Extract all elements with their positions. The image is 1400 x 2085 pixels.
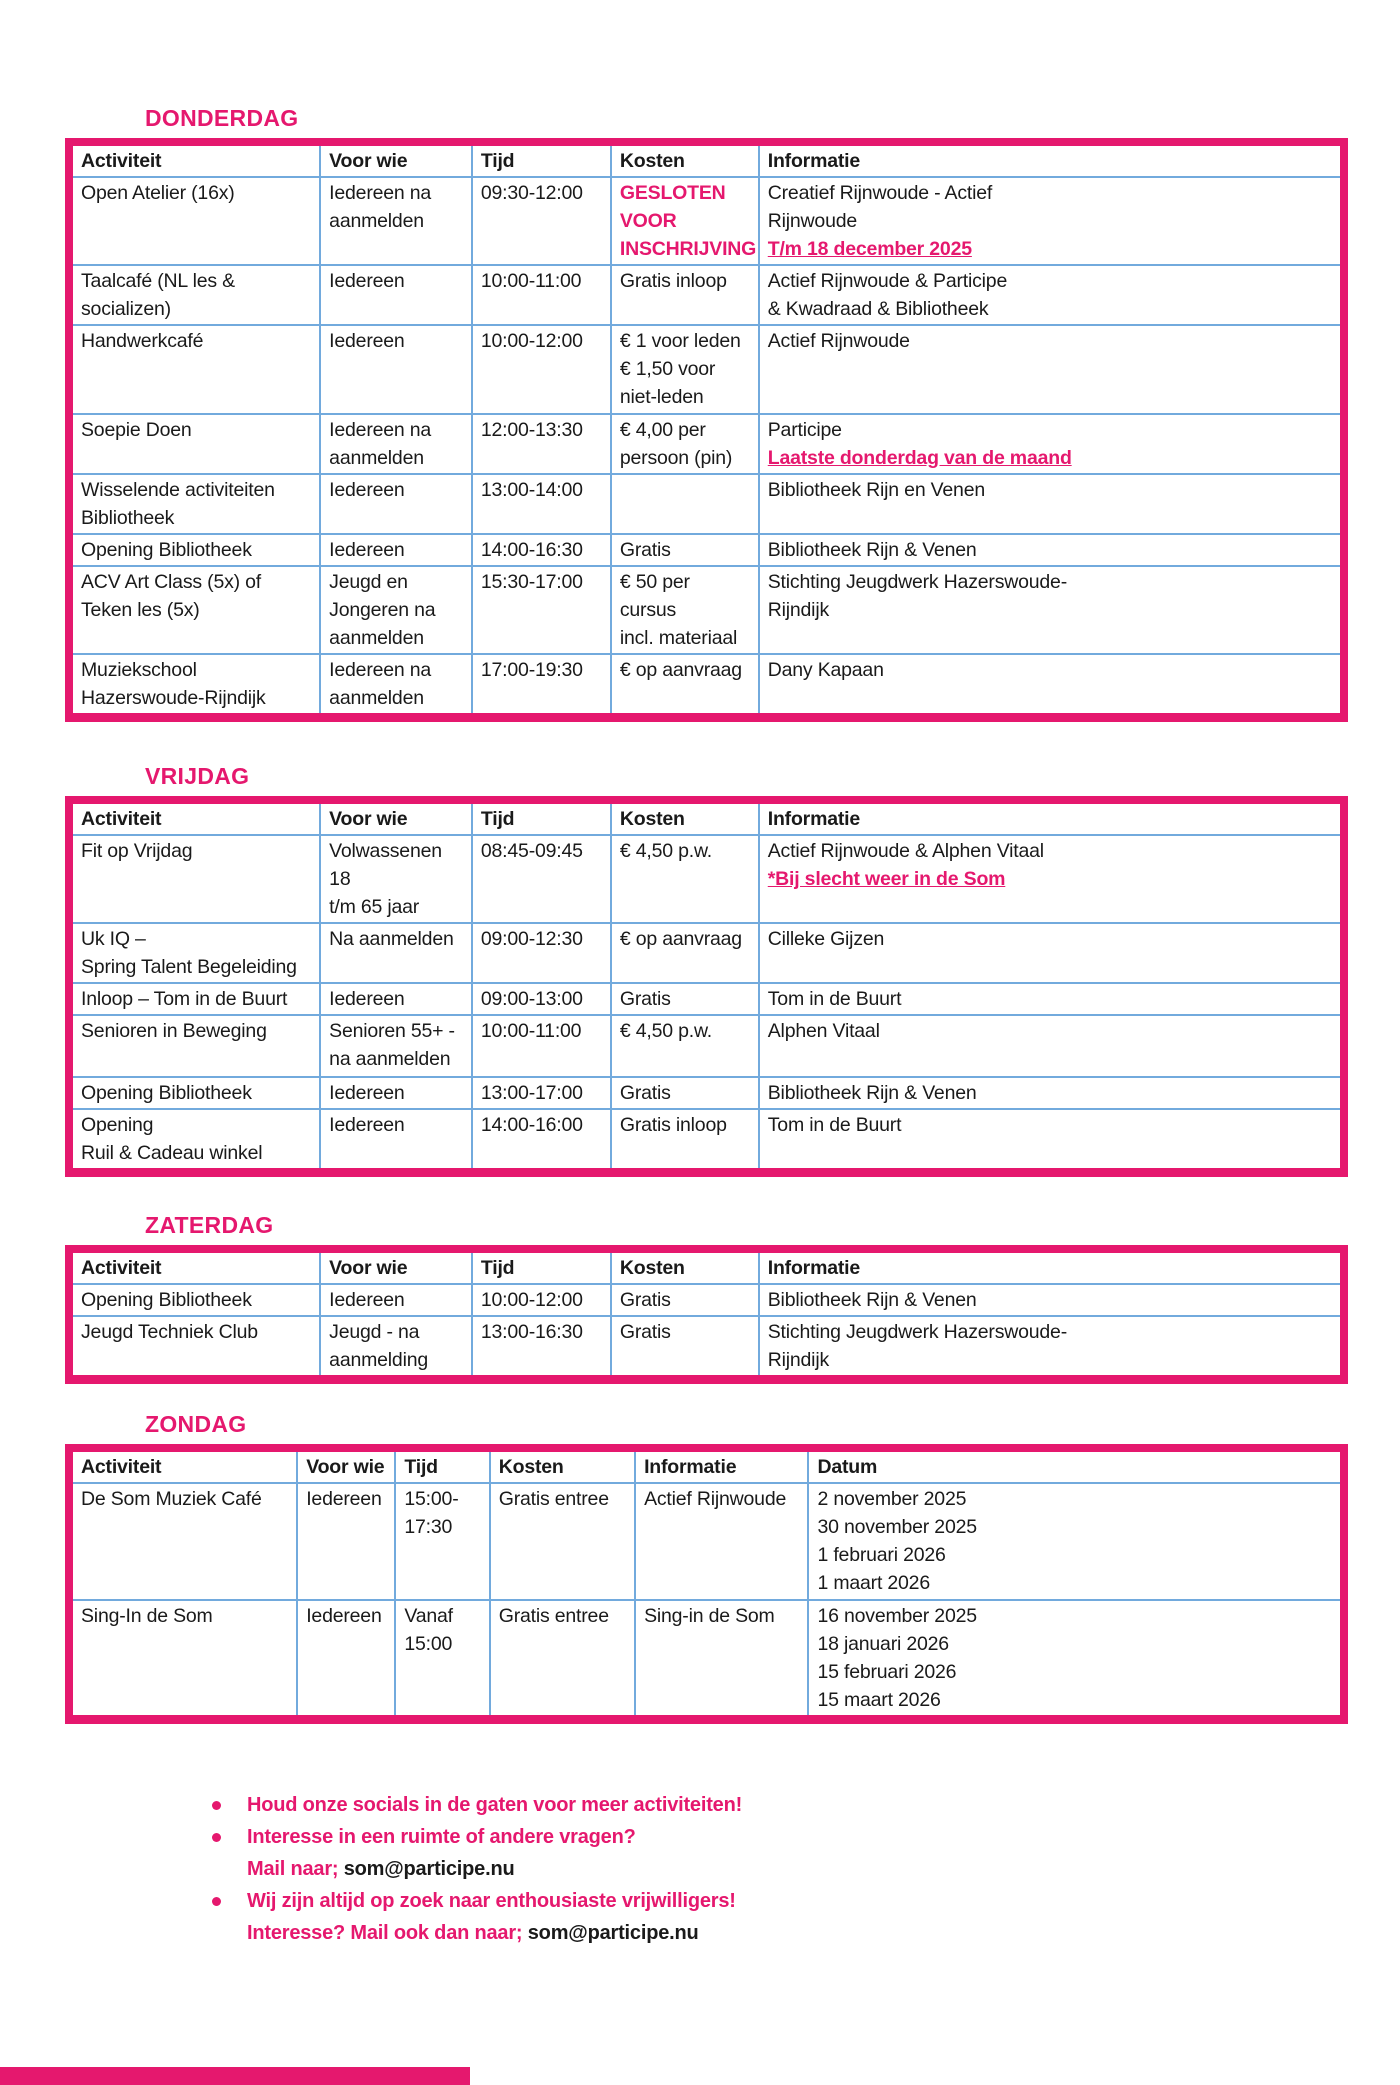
cell-text: Iedereen: [306, 1488, 382, 1510]
cell-text: 13:00-16:30: [480, 1321, 583, 1343]
cell-text: Iedereen na: [329, 419, 432, 441]
note-text: Houd onze socials in de gaten voor meer activiteiten!: [247, 1794, 743, 1816]
day-heading-zaterdag: ZATERDAG: [145, 1212, 274, 1238]
cell-text: 09:00-13:00: [480, 988, 583, 1010]
table-cell: [472, 923, 611, 983]
table-cell: [320, 1284, 472, 1316]
table-cell: [759, 265, 1344, 325]
table-cell: [611, 325, 759, 414]
column-header: Activiteit: [69, 142, 320, 177]
highlighted-text: *Bij slecht weer in de Som: [767, 868, 1006, 890]
cell-text: Vanaf: [404, 1605, 453, 1627]
cell-text: Wisselende activiteiten: [81, 479, 275, 501]
table-cell: [320, 1109, 472, 1173]
cell-text: Gratis entree: [498, 1488, 609, 1510]
cell-text: Volwassenen 18: [329, 840, 442, 890]
column-header: Kosten: [611, 1249, 759, 1284]
flyer-content: [65, 105, 1348, 1949]
table-cell: [472, 414, 611, 474]
header-row: [69, 142, 1344, 177]
table-row: [69, 1077, 1344, 1109]
table-cell: [69, 1316, 320, 1380]
table-cell: [320, 177, 472, 265]
table-cell: [611, 1109, 759, 1173]
table-cell: [808, 1600, 1344, 1720]
table-cell: [320, 654, 472, 718]
section-vrijdag: [65, 763, 1348, 1177]
table-cell: [69, 534, 320, 566]
column-header: Kosten: [611, 800, 759, 835]
table-cell: [472, 325, 611, 414]
table-cell: [759, 177, 1344, 265]
cell-text: Jeugd - na: [329, 1321, 420, 1343]
table-row: [69, 177, 1344, 265]
cell-text: 16 november 2025: [817, 1605, 977, 1627]
table-cell: [320, 983, 472, 1015]
cell-text: 14:00-16:30: [480, 539, 583, 561]
highlighted-text: VOOR: [619, 210, 677, 232]
table-cell: [69, 474, 320, 534]
cell-text: Fit op Vrijdag: [81, 840, 193, 862]
header-row: [69, 1249, 1344, 1284]
table-cell: [69, 923, 320, 983]
note-text: Interesse? Mail ook dan naar;: [247, 1922, 528, 1944]
cell-text: Iedereen: [306, 1605, 382, 1627]
cell-text: Na aanmelden: [329, 928, 454, 950]
cell-text: Iedereen na: [329, 659, 432, 681]
table-row: [69, 414, 1344, 474]
table-cell: [759, 835, 1344, 923]
table-row: [69, 1483, 1344, 1600]
table-cell: [69, 265, 320, 325]
cell-text: 15:00-: [404, 1488, 459, 1510]
cell-text: De Som Muziek Café: [81, 1488, 262, 1510]
email-text: som@participe.nu: [343, 1858, 515, 1880]
table-row: [69, 1600, 1344, 1720]
column-header: Tijd: [472, 1249, 611, 1284]
cell-text: € 1 voor leden: [619, 330, 741, 352]
cell-text: € 1,50 voor: [619, 358, 716, 380]
column-header: Tijd: [472, 142, 611, 177]
table-cell: [320, 566, 472, 654]
column-header: Activiteit: [69, 1448, 297, 1483]
table-cell: [69, 835, 320, 923]
table-cell: [611, 1316, 759, 1380]
table-row: [69, 1109, 1344, 1173]
table-row: [69, 325, 1344, 414]
table-cell: [297, 1483, 395, 1600]
table-cell: [611, 983, 759, 1015]
cell-text: Sing-in de Som: [644, 1605, 775, 1627]
note-item: [212, 1821, 1348, 1853]
table-cell: [69, 1109, 320, 1173]
cell-text: Gratis: [619, 1082, 671, 1104]
cell-text: Open Atelier (16x): [81, 182, 235, 204]
cell-text: Gratis: [619, 1289, 671, 1311]
cell-text: Gratis: [619, 988, 671, 1010]
table-cell: [472, 265, 611, 325]
cell-text: Iedereen: [329, 330, 405, 352]
schedule-table-vrijdag: [65, 796, 1348, 1177]
column-header: Voor wie: [297, 1448, 395, 1483]
cell-text: Gratis: [619, 1321, 671, 1343]
cell-text: Bibliotheek: [81, 507, 175, 529]
table-cell: [611, 1077, 759, 1109]
cell-text: 10:00-11:00: [480, 1020, 582, 1042]
day-heading-zondag: ZONDAG: [145, 1411, 247, 1437]
cell-text: Iedereen: [329, 988, 405, 1010]
cell-text: Iedereen: [329, 479, 405, 501]
table-cell: [611, 1015, 759, 1077]
cell-text: 13:00-17:00: [480, 1082, 583, 1104]
table-cell: [69, 1483, 297, 1600]
table-cell: [69, 1284, 320, 1316]
table-cell: [472, 654, 611, 718]
cell-text: 08:45-09:45: [480, 840, 583, 862]
schedule-table-zondag: [65, 1444, 1348, 1724]
cell-text: 15:30-17:00: [480, 571, 583, 593]
table-row: [69, 265, 1344, 325]
cell-text: € 4,50 p.w.: [619, 1020, 712, 1042]
table-cell: [611, 654, 759, 718]
table-cell: [472, 1284, 611, 1316]
cell-text: Rijndijk: [767, 1349, 830, 1371]
table-cell: [759, 1077, 1344, 1109]
cell-text: Gratis inloop: [619, 270, 727, 292]
table-cell: [69, 1600, 297, 1720]
cell-text: Actief Rijnwoude: [644, 1488, 787, 1510]
table-cell: [320, 265, 472, 325]
cell-text: 15 maart 2026: [817, 1689, 941, 1711]
table-cell: [472, 177, 611, 265]
table-cell: [759, 1284, 1344, 1316]
cell-text: 30 november 2025: [817, 1516, 977, 1538]
table-cell: [395, 1483, 489, 1600]
cell-text: 1 maart 2026: [817, 1572, 930, 1594]
column-header: Activiteit: [69, 1249, 320, 1284]
table-cell: [611, 474, 759, 534]
table-cell: [611, 534, 759, 566]
section-zondag: [65, 1411, 1348, 1724]
column-header: Activiteit: [69, 800, 320, 835]
cell-text: Soepie Doen: [81, 419, 192, 441]
table-row: [69, 983, 1344, 1015]
cell-text: 09:00-12:30: [480, 928, 583, 950]
note-subline: [212, 1917, 1348, 1949]
table-row: [69, 534, 1344, 566]
note-text: Wij zijn altijd op zoek naar enthousiaste vrijwilligers!: [247, 1890, 736, 1912]
cell-text: 17:30: [404, 1516, 453, 1538]
highlighted-text: INSCHRIJVING: [619, 238, 757, 260]
cell-text: 13:00-14:00: [480, 479, 583, 501]
table-cell: [759, 654, 1344, 718]
table-cell: [69, 566, 320, 654]
bottom-accent-bar: [0, 2067, 470, 2085]
cell-text: 10:00-12:00: [480, 1289, 583, 1311]
column-header: Kosten: [490, 1448, 635, 1483]
table-cell: [759, 325, 1344, 414]
cell-text: Creatief Rijnwoude - Actief: [767, 182, 993, 204]
cell-text: Iedereen: [329, 1289, 405, 1311]
table-row: [69, 923, 1344, 983]
cell-text: Senioren 55+ -: [329, 1020, 455, 1042]
bullet-icon: [212, 1801, 221, 1810]
day-heading-donderdag: DONDERDAG: [145, 105, 299, 131]
table-cell: [69, 1015, 320, 1077]
cell-text: Opening Bibliotheek: [81, 539, 252, 561]
cell-text: Stichting Jeugdwerk Hazerswoude-: [767, 571, 1067, 593]
table-cell: [472, 1316, 611, 1380]
cell-text: € 4,00 per: [619, 419, 706, 441]
cell-text: socializen): [81, 298, 171, 320]
cell-text: Iedereen: [329, 270, 405, 292]
day-heading-vrijdag: VRIJDAG: [145, 763, 250, 789]
table-cell: [635, 1483, 808, 1600]
cell-text: Spring Talent Begeleiding: [81, 956, 297, 978]
cell-text: niet-leden: [619, 386, 704, 408]
cell-text: Jeugd Techniek Club: [81, 1321, 258, 1343]
cell-text: Opening: [81, 1114, 154, 1136]
table-cell: [759, 534, 1344, 566]
table-cell: [635, 1600, 808, 1720]
cell-text: 2 november 2025: [817, 1488, 967, 1510]
table-cell: [611, 177, 759, 265]
cell-text: Muziekschool: [81, 659, 197, 681]
note-subline: [212, 1853, 1348, 1885]
schedule-table-zaterdag: [65, 1245, 1348, 1384]
table-cell: [320, 534, 472, 566]
table-row: [69, 1316, 1344, 1380]
cell-text: Participe: [767, 419, 842, 441]
cell-text: Gratis: [619, 539, 671, 561]
table-cell: [69, 654, 320, 718]
cell-text: 10:00-11:00: [480, 270, 582, 292]
column-header: Informatie: [759, 142, 1344, 177]
cell-text: ACV Art Class (5x) of: [81, 571, 262, 593]
cell-text: Gratis inloop: [619, 1114, 727, 1136]
schedule-table-donderdag: [65, 138, 1348, 722]
table-cell: [759, 1316, 1344, 1380]
table-cell: [490, 1483, 635, 1600]
cell-text: aanmelden: [329, 447, 424, 469]
note-text: Mail naar;: [247, 1858, 344, 1880]
cell-text: Actief Rijnwoude: [767, 330, 910, 352]
bullet-icon: [212, 1833, 221, 1842]
footer-notes: [212, 1789, 1348, 1949]
table-cell: [320, 1316, 472, 1380]
table-cell: [69, 177, 320, 265]
highlighted-text: Laatste donderdag van de maand: [767, 447, 1072, 469]
cell-text: Cilleke Gijzen: [767, 928, 885, 950]
table-cell: [320, 1015, 472, 1077]
cell-text: Opening Bibliotheek: [81, 1289, 252, 1311]
cell-text: Sing-In de Som: [81, 1605, 213, 1627]
table-cell: [472, 566, 611, 654]
cell-text: Jongeren na: [329, 599, 436, 621]
column-header: Datum: [808, 1448, 1344, 1483]
table-cell: [472, 1077, 611, 1109]
cell-text: Handwerkcafé: [81, 330, 204, 352]
column-header: Kosten: [611, 142, 759, 177]
table-cell: [472, 534, 611, 566]
cell-text: Opening Bibliotheek: [81, 1082, 252, 1104]
table-cell: [759, 1109, 1344, 1173]
table-cell: [69, 983, 320, 1015]
header-row: [69, 800, 1344, 835]
cell-text: Rijndijk: [767, 599, 830, 621]
cell-text: 14:00-16:00: [480, 1114, 583, 1136]
table-cell: [611, 566, 759, 654]
table-cell: [759, 474, 1344, 534]
table-cell: [320, 835, 472, 923]
column-header: Tijd: [395, 1448, 489, 1483]
cell-text: Ruil & Cadeau winkel: [81, 1142, 263, 1164]
table-cell: [69, 414, 320, 474]
table-row: [69, 566, 1344, 654]
table-cell: [611, 265, 759, 325]
cell-text: aanmelden: [329, 687, 424, 709]
table-cell: [611, 1284, 759, 1316]
column-header: Informatie: [759, 800, 1344, 835]
highlighted-text: GESLOTEN: [619, 182, 726, 204]
table-cell: [611, 835, 759, 923]
cell-text: Iedereen na: [329, 182, 432, 204]
table-cell: [759, 923, 1344, 983]
cell-text: Iedereen: [329, 1082, 405, 1104]
cell-text: € 4,50 p.w.: [619, 840, 712, 862]
cell-text: Jeugd en: [329, 571, 408, 593]
cell-text: Bibliotheek Rijn & Venen: [767, 539, 977, 561]
cell-text: Teken les (5x): [81, 599, 200, 621]
cell-text: aanmelding: [329, 1349, 428, 1371]
cell-text: & Kwadraad & Bibliotheek: [767, 298, 989, 320]
cell-text: Alphen Vitaal: [767, 1020, 880, 1042]
cell-text: Tom in de Buurt: [767, 1114, 902, 1136]
table-cell: [759, 414, 1344, 474]
cell-text: 1 februari 2026: [817, 1544, 946, 1566]
cell-text: Inloop – Tom in de Buurt: [81, 988, 288, 1010]
table-row: [69, 1284, 1344, 1316]
email-text: som@participe.nu: [527, 1922, 699, 1944]
note-text: Interesse in een ruimte of andere vragen?: [247, 1826, 636, 1848]
cell-text: 15:00: [404, 1633, 453, 1655]
cell-text: 15 februari 2026: [817, 1661, 957, 1683]
table-cell: [320, 414, 472, 474]
cell-text: Uk IQ –: [81, 928, 146, 950]
table-cell: [320, 923, 472, 983]
table-cell: [320, 1077, 472, 1109]
cell-text: aanmelden: [329, 627, 424, 649]
table-cell: [472, 983, 611, 1015]
cell-text: Iedereen: [329, 1114, 405, 1136]
cell-text: incl. materiaal: [619, 627, 738, 649]
table-cell: [759, 983, 1344, 1015]
table-cell: [759, 1015, 1344, 1077]
cell-text: Bibliotheek Rijn & Venen: [767, 1289, 977, 1311]
cell-text: € op aanvraag: [619, 659, 742, 681]
table-cell: [611, 923, 759, 983]
cell-text: Actief Rijnwoude & Alphen Vitaal: [767, 840, 1044, 862]
table-cell: [759, 566, 1344, 654]
cell-text: Tom in de Buurt: [767, 988, 902, 1010]
table-cell: [472, 1109, 611, 1173]
table-cell: [611, 414, 759, 474]
cell-text: 17:00-19:30: [480, 659, 583, 681]
bullet-icon: [212, 1897, 221, 1906]
table-cell: [395, 1600, 489, 1720]
cell-text: na aanmelden: [329, 1048, 451, 1070]
cell-text: 10:00-12:00: [480, 330, 583, 352]
cell-text: Bibliotheek Rijn en Venen: [767, 479, 985, 501]
note-item: [212, 1789, 1348, 1821]
cell-text: 09:30-12:00: [480, 182, 583, 204]
cell-text: Rijnwoude: [767, 210, 858, 232]
table-cell: [69, 1077, 320, 1109]
table-row: [69, 1015, 1344, 1077]
cell-text: Dany Kapaan: [767, 659, 884, 681]
cell-text: Hazerswoude-Rijndijk: [81, 687, 266, 709]
cell-text: 12:00-13:30: [480, 419, 583, 441]
column-header: Tijd: [472, 800, 611, 835]
table-cell: [472, 835, 611, 923]
cell-text: Taalcafé (NL les &: [81, 270, 235, 292]
cell-text: Iedereen: [329, 539, 405, 561]
table-row: [69, 474, 1344, 534]
table-cell: [320, 325, 472, 414]
table-row: [69, 835, 1344, 923]
table-cell: [297, 1600, 395, 1720]
cell-text: persoon (pin): [619, 447, 733, 469]
column-header: Informatie: [759, 1249, 1344, 1284]
table-cell: [472, 1015, 611, 1077]
cell-text: € 50 per cursus: [619, 571, 690, 621]
cell-text: Senioren in Beweging: [81, 1020, 267, 1042]
table-cell: [490, 1600, 635, 1720]
table-cell: [69, 325, 320, 414]
cell-text: 18 januari 2026: [817, 1633, 949, 1655]
cell-text: Actief Rijnwoude & Participe: [767, 270, 1008, 292]
cell-text: Stichting Jeugdwerk Hazerswoude-: [767, 1321, 1067, 1343]
table-row: [69, 654, 1344, 718]
cell-text: aanmelden: [329, 210, 424, 232]
column-header: Informatie: [635, 1448, 808, 1483]
cell-text: Gratis entree: [498, 1605, 609, 1627]
cell-text: € op aanvraag: [619, 928, 742, 950]
section-zaterdag: [65, 1212, 1348, 1384]
section-donderdag: [65, 105, 1348, 722]
table-cell: [808, 1483, 1344, 1600]
column-header: Voor wie: [320, 1249, 472, 1284]
cell-text: t/m 65 jaar: [329, 896, 420, 918]
highlighted-text: T/m 18 december 2025: [767, 238, 972, 260]
table-cell: [320, 474, 472, 534]
table-cell: [472, 474, 611, 534]
note-item: [212, 1885, 1348, 1917]
header-row: [69, 1448, 1344, 1483]
column-header: Voor wie: [320, 142, 472, 177]
cell-text: Bibliotheek Rijn & Venen: [767, 1082, 977, 1104]
column-header: Voor wie: [320, 800, 472, 835]
